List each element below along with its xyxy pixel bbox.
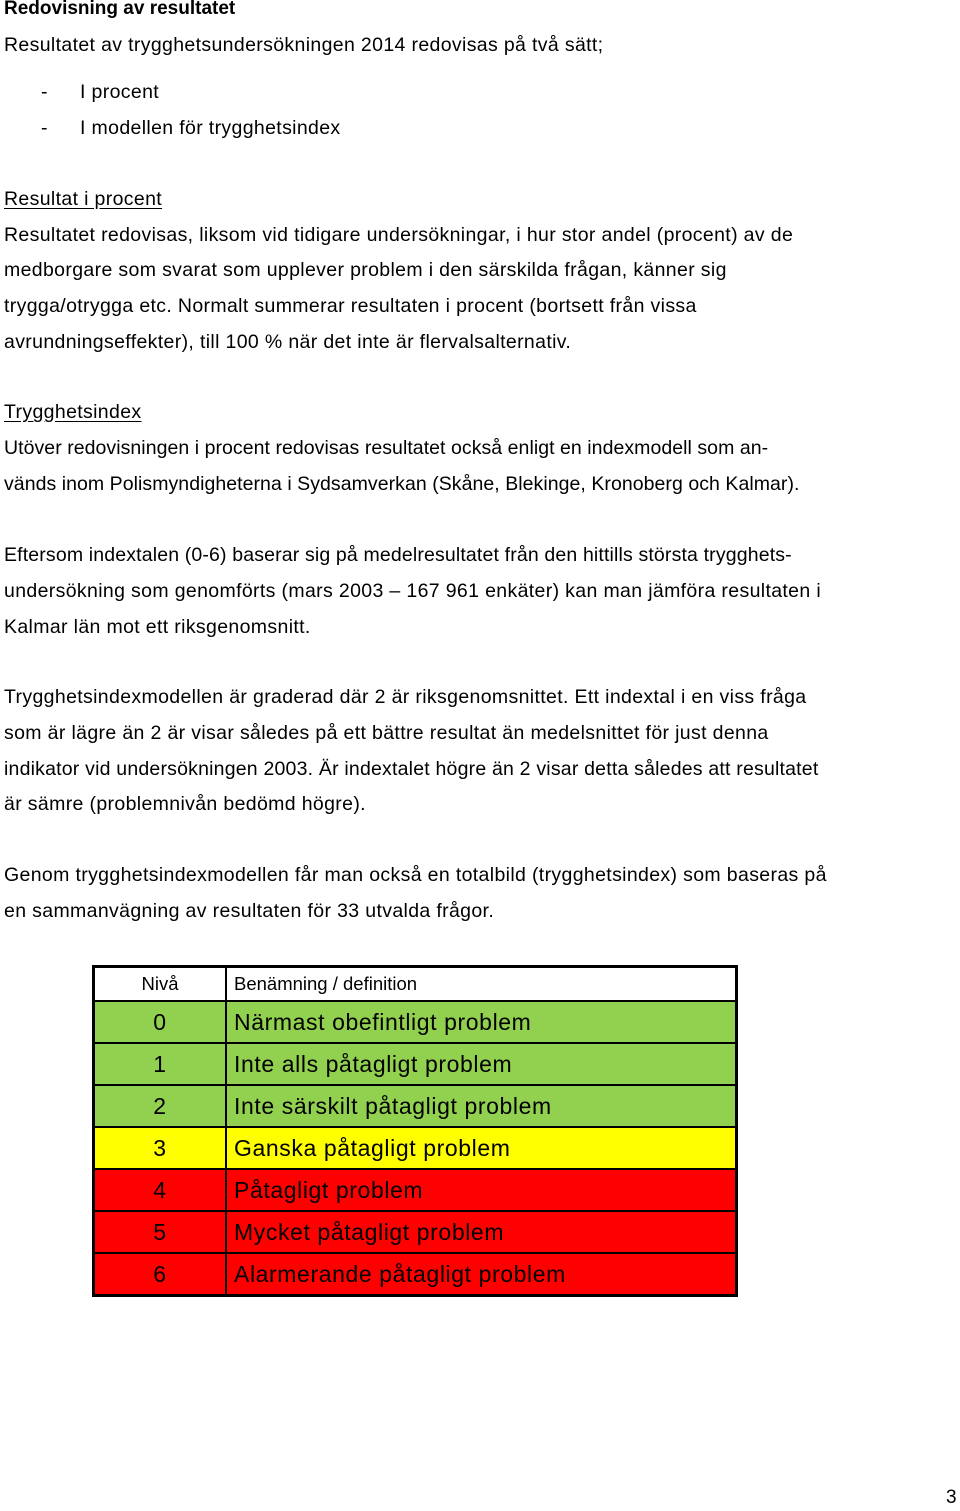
paragraph-line: avrundningseffekter), till 100 % när det inte är flervalsalternativ. <box>4 331 572 353</box>
section-title-procent: Resultat i procent <box>4 188 163 210</box>
level-cell: 3 <box>94 1127 227 1169</box>
definition-cell: Ganska påtagligt problem <box>226 1127 737 1169</box>
bullet-item-modellen: I modellen för trygghetsindex <box>80 117 341 139</box>
paragraph-line: medborgare som svarat som upplever problem i den särskilda frågan, känner sig <box>4 259 727 281</box>
paragraph-line: vänds inom Polismyndigheterna i Sydsamverkan (Skåne, Blekinge, Kronoberg och Kalmar). <box>4 473 800 495</box>
paragraph-line: Trygghetsindexmodellen är graderad där 2 är riksgenomsnittet. Ett indextal i en viss fråga <box>4 686 807 708</box>
level-cell: 2 <box>94 1085 227 1127</box>
page-heading: Redovisning av resultatet <box>4 0 236 19</box>
paragraph-line: Genom trygghetsindexmodellen får man också en totalbild (trygghetsindex) som baseras på <box>4 864 827 886</box>
table-header-row <box>94 967 737 1002</box>
table-header-definition: Benämning / definition <box>226 967 737 1002</box>
definition-cell: Mycket påtagligt problem <box>226 1211 737 1253</box>
table-row <box>94 1043 737 1085</box>
table-row <box>94 1253 737 1296</box>
paragraph-line: undersökning som genomförts (mars 2003 – 167 961 enkäter) kan man jämföra resultaten i <box>4 580 822 602</box>
paragraph-line: Kalmar län mot ett riksgenomsnitt. <box>4 616 311 638</box>
intro-text: Resultatet av trygghetsundersökningen 2014 redovisas på två sätt; <box>4 34 604 56</box>
level-cell: 4 <box>94 1169 227 1211</box>
definition-cell: Påtagligt problem <box>226 1169 737 1211</box>
page-number: 3 <box>946 1487 957 1508</box>
level-cell: 0 <box>94 1001 227 1043</box>
paragraph-line: en sammanvägning av resultaten för 33 utvalda frågor. <box>4 900 495 922</box>
definition-cell: Inte särskilt påtagligt problem <box>226 1085 737 1127</box>
definition-cell: Närmast obefintligt problem <box>226 1001 737 1043</box>
paragraph-line: Utöver redovisningen i procent redovisas resultatet också enligt en indexmodell som an- <box>4 437 769 459</box>
table-row <box>94 1085 737 1127</box>
level-cell: 6 <box>94 1253 227 1296</box>
level-cell: 5 <box>94 1211 227 1253</box>
section-title-trygghetsindex: Trygghetsindex <box>4 401 142 423</box>
paragraph-line: trygga/otrygga etc. Normalt summerar resultaten i procent (bortsett från vissa <box>4 295 697 317</box>
bullet-dash: - <box>41 117 48 139</box>
paragraph-line: Resultatet redovisas, liksom vid tidigare undersökningar, i hur stor andel (procent) av de <box>4 224 794 246</box>
table-row <box>94 1127 737 1169</box>
paragraph-line: som är lägre än 2 är visar således på ett bättre resultat än medelsnittet för just denna <box>4 722 769 744</box>
definition-cell: Inte alls påtagligt problem <box>226 1043 737 1085</box>
paragraph-line: Eftersom indextalen (0-6) baserar sig på medelresultatet från den hittills största trygghets- <box>4 544 792 566</box>
index-level-table <box>92 965 738 1297</box>
table-row <box>94 1211 737 1253</box>
table-header-level: Nivå <box>94 967 227 1002</box>
paragraph-line: indikator vid undersökningen 2003. Är indextalet högre än 2 visar detta således att resultatet <box>4 758 819 780</box>
bullet-item-procent: I procent <box>80 81 160 103</box>
definition-cell: Alarmerande påtagligt problem <box>226 1253 737 1296</box>
table-row <box>94 1001 737 1043</box>
table-row <box>94 1169 737 1211</box>
level-cell: 1 <box>94 1043 227 1085</box>
paragraph-line: är sämre (problemnivån bedömd högre). <box>4 793 366 815</box>
bullet-dash: - <box>41 81 48 103</box>
